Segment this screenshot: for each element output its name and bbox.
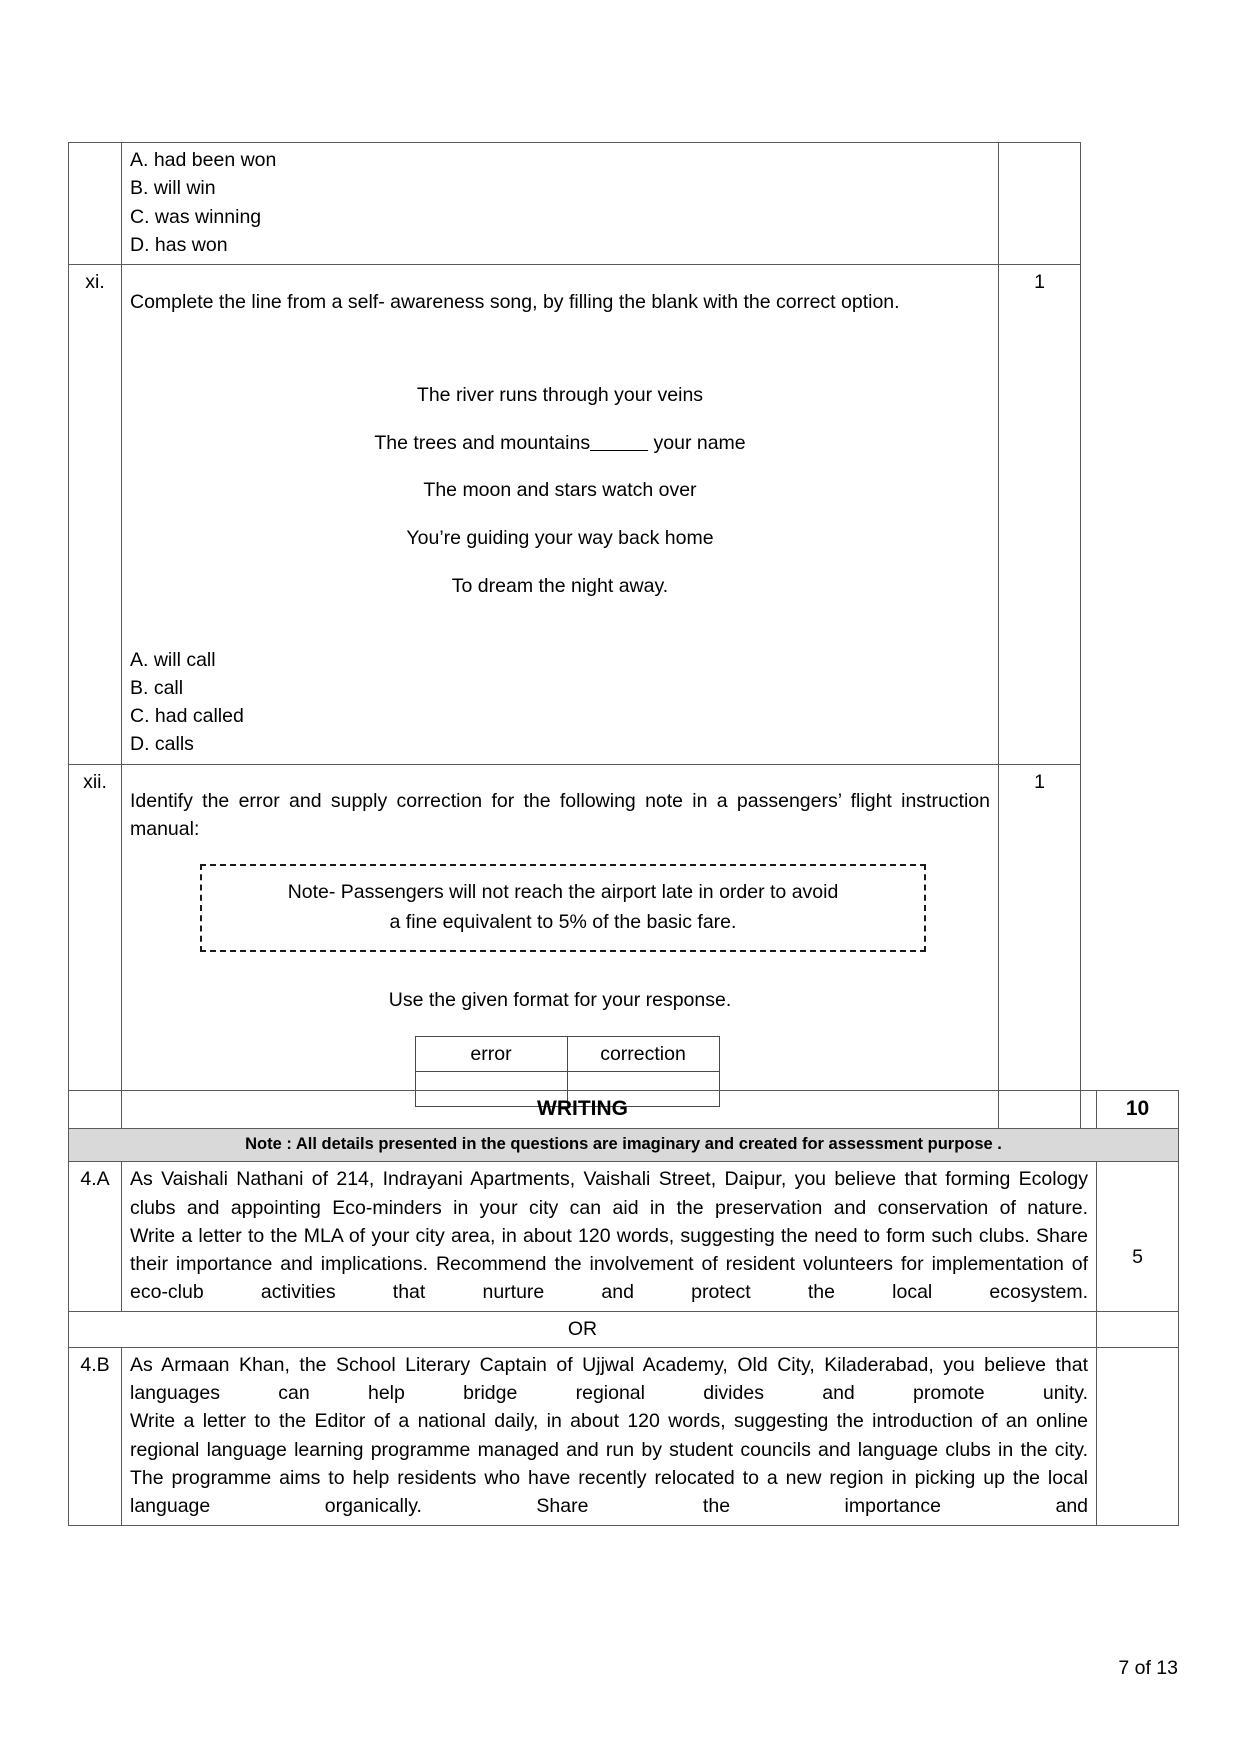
grammar-question-table — [68, 142, 1081, 1131]
note-dashed-box — [200, 864, 926, 952]
option-list-xi — [130, 646, 990, 759]
question-roman-numeral — [69, 143, 122, 265]
spacer — [130, 620, 990, 646]
question-body-4b — [122, 1347, 1097, 1525]
section-note: Note : All details presented in the questions are imaginary and created for assessment purpose . — [69, 1129, 1179, 1162]
note-line-2: a fine equivalent to 5% of the basic fare. — [389, 910, 737, 933]
question-4a-paragraph-2: Write a letter to the MLA of your city area, in about 120 words, suggesting the need to form such clubs. Share their importance and implications. Recommend the involvement of resident volunteers for implementation of eco-club activities that nurture and protect the local ecosystem. — [130, 1224, 1089, 1304]
question-roman-numeral-xi: xi. — [69, 265, 122, 765]
table-row — [69, 1162, 1179, 1311]
table-row — [69, 1347, 1179, 1525]
song-lyrics — [130, 381, 990, 600]
marks-value-4a: 5 — [1132, 1246, 1143, 1269]
marks-cell-xii: 1 — [999, 764, 1081, 1131]
question-body — [122, 143, 999, 265]
writing-section-table — [68, 1090, 1179, 1526]
marks-cell-4a — [1097, 1162, 1179, 1311]
note-line-1: Note- Passengers will not reach the airport late in order to avoid — [287, 880, 839, 903]
marks-cell-or — [1097, 1311, 1179, 1347]
option-b[interactable]: B. call — [130, 676, 184, 699]
option-b[interactable]: B. will win — [130, 177, 216, 200]
question-number-4a: 4.A — [69, 1162, 122, 1311]
song-line-3: The moon and stars watch over — [423, 479, 697, 502]
option-list — [130, 146, 990, 259]
table-row — [69, 265, 1081, 765]
question-4b-paragraph-2: Write a letter to the Editor of a national daily, in about 120 words, suggesting the introduction of an online regional language learning programme managed and run by student councils and language clubs in the city. The programme aims to help residents who have recently relocated to a new region in picking up the local language organically. Share the importance and — [130, 1410, 1089, 1518]
option-c[interactable]: C. had called — [130, 705, 244, 728]
question-body-xii — [122, 764, 999, 1131]
song-line-4: You’re guiding your way back home — [406, 527, 714, 550]
marks-cell-xi: 1 — [999, 265, 1081, 765]
song-line-2-after: your name — [653, 431, 746, 454]
option-c[interactable]: C. was winning — [130, 205, 262, 228]
question-roman-numeral-xii: xii. — [69, 764, 122, 1131]
song-line-2 — [130, 429, 990, 457]
marks-cell — [999, 143, 1081, 265]
section-title: WRITING — [69, 1091, 1097, 1129]
spacer — [1105, 1165, 1170, 1243]
table-row — [69, 1091, 1179, 1129]
option-d[interactable]: D. calls — [130, 733, 194, 756]
section-total-marks: 10 — [1097, 1091, 1179, 1129]
table-row — [69, 143, 1081, 265]
page-number-footer: 7 of 13 — [1118, 1657, 1178, 1679]
question-4a-paragraph-1: As Vaishali Nathani of 214, Indrayani Apartments, Vaishali Street, Daipur, you believe that forming Ecology clubs and appointing Eco-minders in your city can aid in the preservation and conservation of nature. — [130, 1168, 1089, 1219]
question-number-4b: 4.B — [69, 1347, 122, 1525]
response-format-instruction: Use the given format for your response. — [388, 989, 732, 1012]
song-line-5: To dream the night away. — [451, 574, 669, 597]
question-4b-paragraph-1: As Armaan Khan, the School Literary Captain of Ujjwal Academy, Old City, Kiladerabad, you believe that languages can help bridge regional divides and promote unity. — [130, 1353, 1089, 1405]
spacer — [130, 335, 990, 361]
question-prompt-xi: Complete the line from a self- awareness song, by filling the blank with the correct option. — [130, 290, 900, 313]
question-prompt-xii: Identify the error and supply correction for the following note in a passengers’ flight instruction manual: — [130, 790, 990, 841]
song-line-2-before: The trees and mountains — [374, 431, 591, 454]
error-header: error — [415, 1037, 567, 1072]
option-a[interactable]: A. had been won — [130, 149, 277, 171]
answer-blank[interactable] — [590, 450, 648, 451]
question-body-4a — [122, 1162, 1097, 1311]
option-d[interactable]: D. has won — [130, 233, 228, 256]
or-separator: OR — [69, 1311, 1097, 1347]
table-row — [69, 764, 1081, 1131]
question-body-xi — [122, 265, 999, 765]
table-row — [69, 1311, 1179, 1347]
option-a[interactable]: A. will call — [130, 648, 216, 671]
marks-cell-4b — [1097, 1347, 1179, 1525]
table-row — [69, 1129, 1179, 1162]
table-row — [415, 1037, 719, 1072]
song-line-1: The river runs through your veins — [416, 383, 704, 406]
correction-header: correction — [567, 1037, 719, 1072]
